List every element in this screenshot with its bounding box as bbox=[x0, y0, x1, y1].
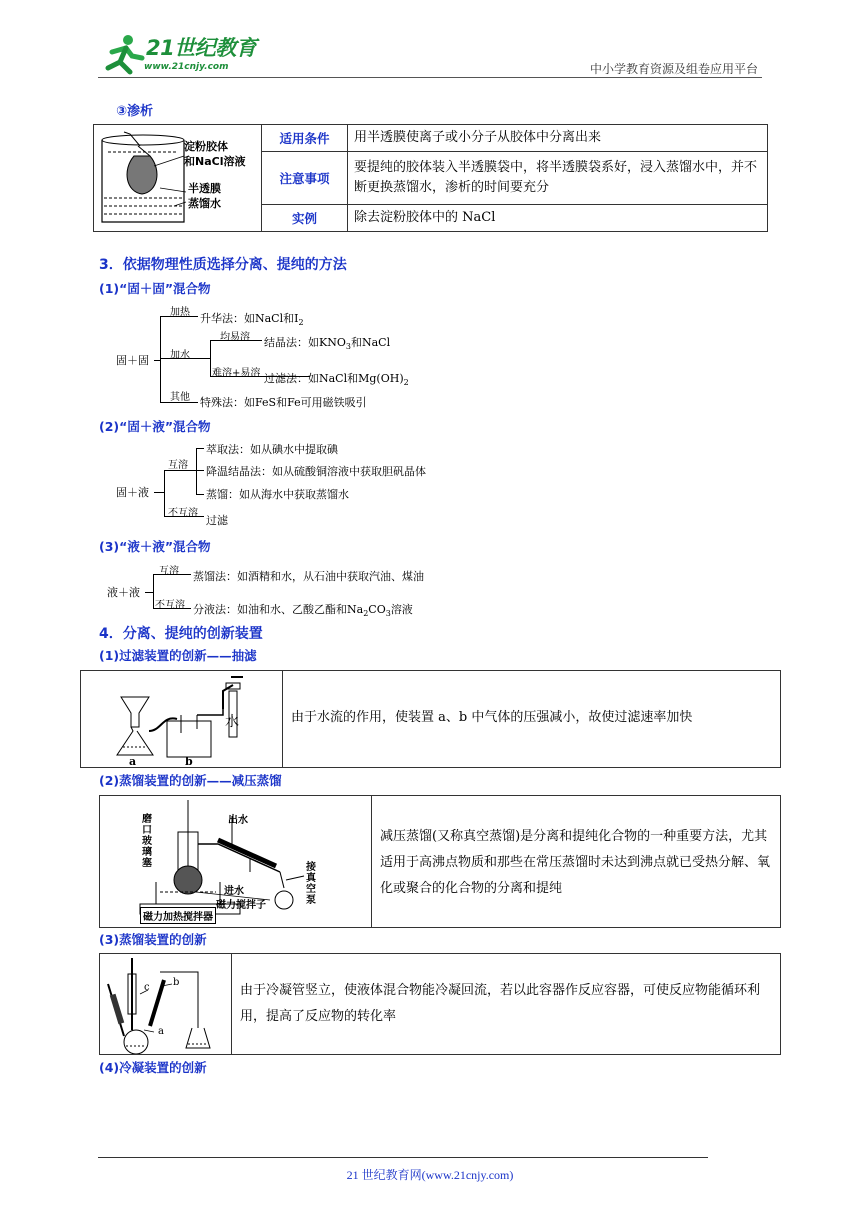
figure-label-a: a bbox=[158, 1026, 164, 1037]
method-filter: 过滤 bbox=[206, 514, 228, 527]
liquid-liquid-heading: (3)“液＋液”混合物 bbox=[99, 539, 211, 554]
method-separation: 分液法：如油和水、乙酸乙酯和$Na_2CO_3$溶液 bbox=[193, 603, 413, 619]
method-filtration: 过滤法：如NaCl和$Mg(OH)_2$ bbox=[264, 372, 409, 388]
section4-heading: 4．分离、提纯的创新装置 bbox=[99, 626, 263, 642]
reflux-apparatus-figure bbox=[100, 954, 230, 1054]
method-distillation: 蒸馏：如从海水中获取蒸馏水 bbox=[206, 488, 349, 501]
suction-filter-box bbox=[80, 670, 781, 768]
branch-immiscible: 不互溶 bbox=[155, 600, 185, 611]
figure-label-water-out: 出水 bbox=[228, 815, 248, 826]
branch-miscible: 互溶 bbox=[168, 460, 188, 471]
figure-label-b: b bbox=[185, 755, 193, 768]
figure-label-membrane: 半透膜 bbox=[188, 182, 221, 195]
site-logo[interactable] bbox=[98, 32, 268, 76]
figure-label-colloid: 淀粉胶体 bbox=[184, 140, 228, 153]
condenser-innovation-heading: (4)冷凝装置的创新 bbox=[99, 1060, 207, 1075]
suction-filter-figure bbox=[105, 671, 305, 767]
row-label-notes: 注意事项 bbox=[262, 152, 348, 204]
figure-label-stirrer: 磁力加热搅拌器 bbox=[140, 907, 216, 924]
logo-text: 21世纪教育 bbox=[146, 36, 257, 60]
distillation-innovation-heading: (3)蒸馏装置的创新 bbox=[99, 932, 207, 947]
platform-name: 中小学教育资源及组卷应用平台 bbox=[589, 62, 758, 76]
vacuum-distillation-text: 减压蒸馏(又称真空蒸馏)是分离和提纯化合物的一种重要方法，尤其适用于高沸点物质和那些在常压蒸馏时未达到沸点就已受热分解、氧化或聚合的化合物的分离和提纯 bbox=[380, 829, 771, 896]
footer-divider bbox=[98, 1157, 708, 1158]
figure-label-water: 蒸馏水 bbox=[188, 197, 221, 210]
row-value-example: 除去淀粉胶体中的 NaCl bbox=[348, 204, 768, 231]
solid-solid-heading: (1)“固＋固”混合物 bbox=[99, 281, 211, 296]
branch-insoluble-soluble: 难溶+易溶 bbox=[212, 368, 261, 379]
figure-label-water: 水 bbox=[225, 714, 239, 730]
tree-root: 固＋液 bbox=[116, 486, 149, 499]
row-value-conditions: 用半透膜使离子或小分子从胶体中分离出来 bbox=[348, 125, 768, 152]
page-header bbox=[98, 30, 762, 78]
branch-miscible: 互溶 bbox=[159, 566, 179, 577]
figure-label-c: c bbox=[144, 982, 150, 993]
method-crystallization: 结晶法：如$KNO_3$和NaCl bbox=[264, 336, 391, 352]
method-extraction: 萃取法：如从碘水中提取碘 bbox=[206, 443, 338, 456]
tree-root: 液＋液 bbox=[107, 586, 140, 599]
dialysis-figure-cell bbox=[94, 125, 262, 232]
method-distillation: 蒸馏法：如酒精和水，从石油中获取汽油、煤油 bbox=[193, 570, 424, 583]
suction-filter-heading: (1)过滤装置的创新——抽滤 bbox=[99, 648, 257, 663]
method-sublimation: 升华法：如NaCl和$I_2$ bbox=[200, 312, 304, 328]
logo-url: www.21cnjy.com bbox=[144, 62, 229, 72]
branch-other: 其他 bbox=[170, 392, 190, 403]
distillation-innovation-text: 由于冷凝管竖立，使液体混合物能冷凝回流，若以此容器作反应容器，可使反应物能循环利用，提高了反应物的转化率 bbox=[240, 983, 761, 1024]
solid-liquid-heading: (2)“固＋液”混合物 bbox=[99, 419, 211, 434]
method-cooling-crystallization: 降温结晶法：如从硫酸铜溶液中获取胆矾晶体 bbox=[206, 465, 426, 478]
figure-label-stopper: 磨口玻璃塞 bbox=[142, 814, 152, 869]
branch-heat: 加热 bbox=[170, 307, 190, 318]
runner-logo-icon bbox=[98, 32, 148, 76]
figure-label-stir-bar: 磁力搅拌子 bbox=[216, 900, 266, 911]
branch-water: 加水 bbox=[170, 350, 190, 361]
suction-filter-text: 由于水流的作用，使装置 a、b 中气体的压强减小，故使过滤速率加快 bbox=[291, 710, 693, 725]
branch-immiscible: 不互溶 bbox=[168, 508, 198, 519]
figure-label-vacuum-pump: 接真空泵 bbox=[306, 862, 316, 906]
solid-solid-tree bbox=[116, 300, 436, 412]
row-label-example: 实例 bbox=[262, 204, 348, 231]
row-label-conditions: 适用条件 bbox=[262, 125, 348, 152]
distillation-innovation-box bbox=[99, 953, 781, 1055]
method-special: 特殊法：如FeS和Fe可用磁铁吸引 bbox=[200, 396, 367, 409]
section3-heading: 3．依据物理性质选择分离、提纯的方法 bbox=[99, 257, 347, 273]
dialysis-table bbox=[93, 124, 768, 232]
figure-label-nacl: 和NaCl溶液 bbox=[184, 155, 246, 168]
tree-root: 固＋固 bbox=[116, 354, 149, 367]
branch-all-soluble: 均易溶 bbox=[220, 332, 250, 343]
vacuum-distillation-box bbox=[99, 795, 781, 928]
footer-link[interactable]: 21 世纪教育网(www.21cnjy.com) bbox=[346, 1168, 514, 1182]
dialysis-heading: ③渗析 bbox=[116, 104, 154, 119]
figure-label-water-in: 进水 bbox=[224, 886, 244, 897]
figure-label-b: b bbox=[173, 977, 180, 988]
liquid-liquid-tree bbox=[107, 562, 447, 618]
solid-liquid-tree bbox=[116, 440, 456, 530]
header-divider bbox=[98, 77, 762, 78]
figure-label-a: a bbox=[129, 755, 137, 768]
vacuum-distillation-heading: (2)蒸馏装置的创新——减压蒸馏 bbox=[99, 773, 282, 788]
row-value-notes: 要提纯的胶体装入半透膜袋中，将半透膜袋系好，浸入蒸馏水中，并不断更换蒸馏水，渗析的时间要充分 bbox=[348, 152, 768, 204]
